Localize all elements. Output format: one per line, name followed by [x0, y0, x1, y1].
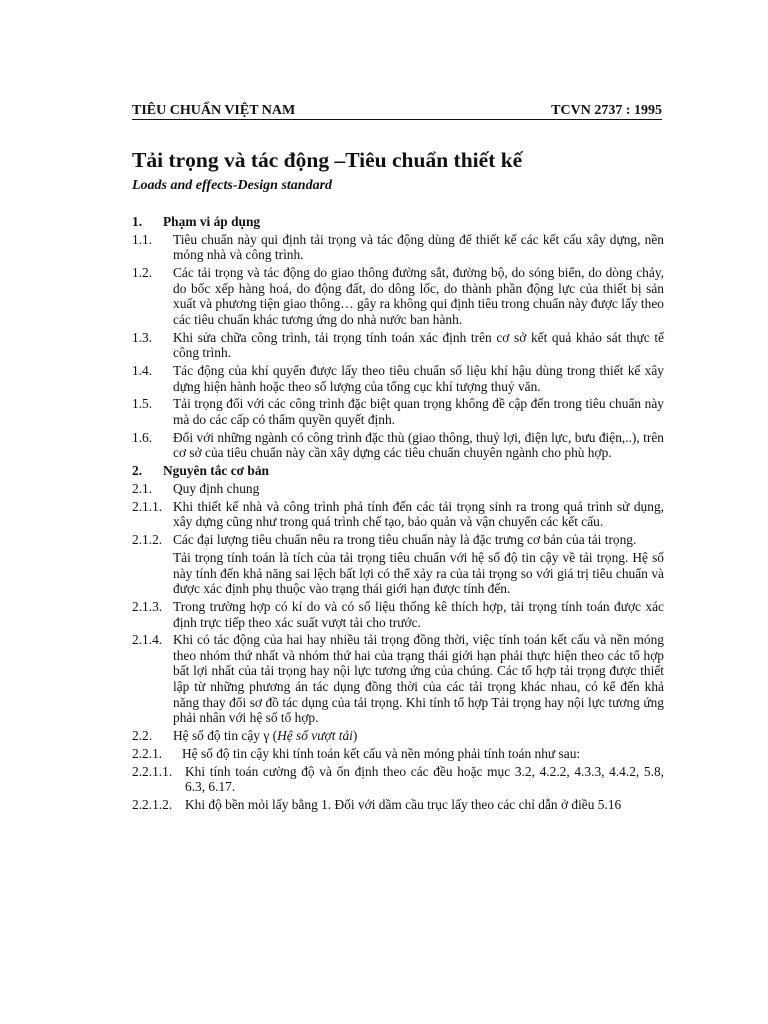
document-title: Tải trọng và tác động –Tiêu chuẩn thiết kế — [132, 148, 523, 172]
clause — [132, 232, 664, 263]
section-number: 1. — [132, 214, 143, 229]
running-header — [132, 103, 662, 120]
clause — [132, 430, 664, 461]
clause-number: 2.2.1.1. — [132, 763, 173, 779]
clause-number: 2.1.1. — [132, 498, 163, 514]
clause — [132, 532, 664, 548]
header-standard-code: TCVN 2737 : 1995 — [551, 103, 662, 118]
clause — [132, 728, 664, 744]
clause — [132, 396, 664, 427]
clause-number: 2.2. — [132, 728, 153, 744]
clause-paragraph: Tải trọng tính toán là tích của tải trọng tiêu chuẩn với hệ số độ tin cậy về tải trọng. Hệ số này tính đến khả năng sai lệch bất lợi có thể xảy ra của tải trọng so với giá trị tiêu chuẩn và được xác định phụ thuộc vào trạng thái giới hạn được tính đến. — [173, 549, 664, 597]
clause-number: 2.2.1.2. — [132, 796, 173, 812]
clause-number: 2.1.3. — [132, 598, 163, 614]
clause-text: Khi tính toán cường độ và ổn định theo các đều hoặc mục 3.2, 4.2.2, 4.3.3, 4.4.2, 5.8, 6.3, 6.17. — [185, 763, 664, 795]
clause-text-italic: Hệ số vượt tải — [277, 728, 353, 744]
clause-number: 1.5. — [132, 396, 153, 412]
clause-text: Khi có tác động của hai hay nhiều tải trọng đồng thời, việc tính toán kết cấu và nền móng theo nhóm thứ nhất và nhóm thứ hai của trạng thái giới hạn phải thực hiện theo các tổ hợp bất lợi nhất của tải trọng hay nội lực tương ứng của chúng. Các tổ hợp tải trọng được thiết lập từ những phương án tác dụng đồng thời của các tải trọng khác nhau, có kể đến khả năng thay đổi sơ đồ tác dụng của tải trọng. Khi tính tổ hợp Tải trọng hay nội lực tương ứng phải nhân với hệ số tổ hợp. — [173, 632, 664, 726]
clause — [132, 481, 664, 497]
clause-number: 1.3. — [132, 329, 153, 345]
clause — [132, 797, 664, 813]
clause-number: 2.1.4. — [132, 632, 163, 648]
clause — [132, 746, 664, 762]
section-title: Phạm vi áp dụng — [163, 214, 261, 229]
clause-text — [173, 728, 664, 744]
clause-text: Tiêu chuẩn này qui định tải trọng và tác động dùng để thiết kế các kết cấu xây dựng, nền móng nhà và công trình. — [173, 231, 664, 263]
clause-number: 2.1.2. — [132, 532, 163, 548]
clause-text: Tải trọng đối với các công trình đặc biệt quan trọng không đề cập đến trong tiêu chuẩn này mà do các cấp có thẩm quyền quyết định. — [173, 396, 664, 428]
clause-text: Quy định chung — [173, 481, 260, 496]
section-title: Nguyên tắc cơ bản — [163, 463, 269, 479]
section-number: 2. — [132, 463, 143, 479]
clause — [132, 330, 664, 361]
clause-number: 1.2. — [132, 265, 153, 281]
clause-text: Khi độ bền mỏi lấy bằng 1. Đối với dầm cầu trục lấy theo các chỉ dẫn ở điều 5.16 — [185, 796, 622, 812]
clause — [132, 265, 664, 327]
clause-text: Khi thiết kế nhà và công trình phả tính đến các tải trọng sinh ra trong quá trình sử dụng, xây dựng cũng như trong quá trình chế tạo, bảo quản và vận chuyển các kết cấu. — [173, 498, 664, 530]
clause-number: 2.2.1. — [132, 745, 163, 761]
clause-number: 1.1. — [132, 231, 153, 247]
clause-text: Tác động của khí quyển được lấy theo tiêu chuẩn số liệu khí hậu dùng trong thiết kế xây dựng hiện hành hoặc theo số lượng của tổng cục khí tượng thuỷ văn. — [173, 363, 664, 394]
clause-text-end: ) — [352, 728, 358, 744]
clause-text: Đối với những ngành có công trình đặc thù (giao thông, thuỷ lợi, điện lực, bưu điện,..), trên cơ sở của tiêu chuẩn này cần xây dựng các tiêu chuẩn chuyên ngành cho phù hợp. — [173, 429, 664, 461]
clause-text-start: Hệ số độ tin cậy γ ( — [173, 728, 278, 744]
clause-number: 1.4. — [132, 363, 153, 379]
clause-text: Các đại lượng tiêu chuẩn nêu ra trong tiêu chuẩn này là đặc trưng cơ bản của tải trọng. — [173, 532, 637, 548]
clause — [132, 599, 664, 630]
document-body — [132, 214, 664, 815]
header-standard-name: TIÊU CHUẨN VIỆT NAM — [132, 103, 296, 118]
clause-text: Hệ số độ tin cậy khi tính toán kết cấu và nền móng phải tính toán như sau: — [182, 745, 581, 761]
clause-number: 1.6. — [132, 429, 153, 445]
clause-number: 2.1. — [132, 481, 153, 496]
clause-text: Trong trường hợp có kí do và có số liệu thống kê thích hợp, tải trọng tính toán được xác định trực tiếp theo xác suất vượt tải cho trước. — [173, 598, 664, 630]
clause — [132, 632, 664, 726]
clause — [132, 363, 664, 394]
section-heading — [132, 214, 664, 230]
clause — [132, 499, 664, 530]
section-heading — [132, 463, 664, 479]
clause — [132, 764, 664, 795]
clause-text: Khi sửa chữa công trình, tải trọng tính toán xác định trên cơ sở kết quả khảo sát thực tế công trình. — [173, 329, 664, 361]
document-subtitle: Loads and effects-Design standard — [132, 178, 333, 193]
clause-text: Các tải trọng và tác động do giao thông đường sắt, đường bộ, do sóng biển, do dòng chảy, do bốc xếp hàng hoá, do động đất, do dông lốc, do thành phần động lực của thiết bị sản xuất và phương tiện giao thông… gây ra không qui định tiêu trong chuẩn này được lấy theo các tiêu chuẩn khác tương ứng do nhà nước ban hành. — [173, 265, 664, 327]
